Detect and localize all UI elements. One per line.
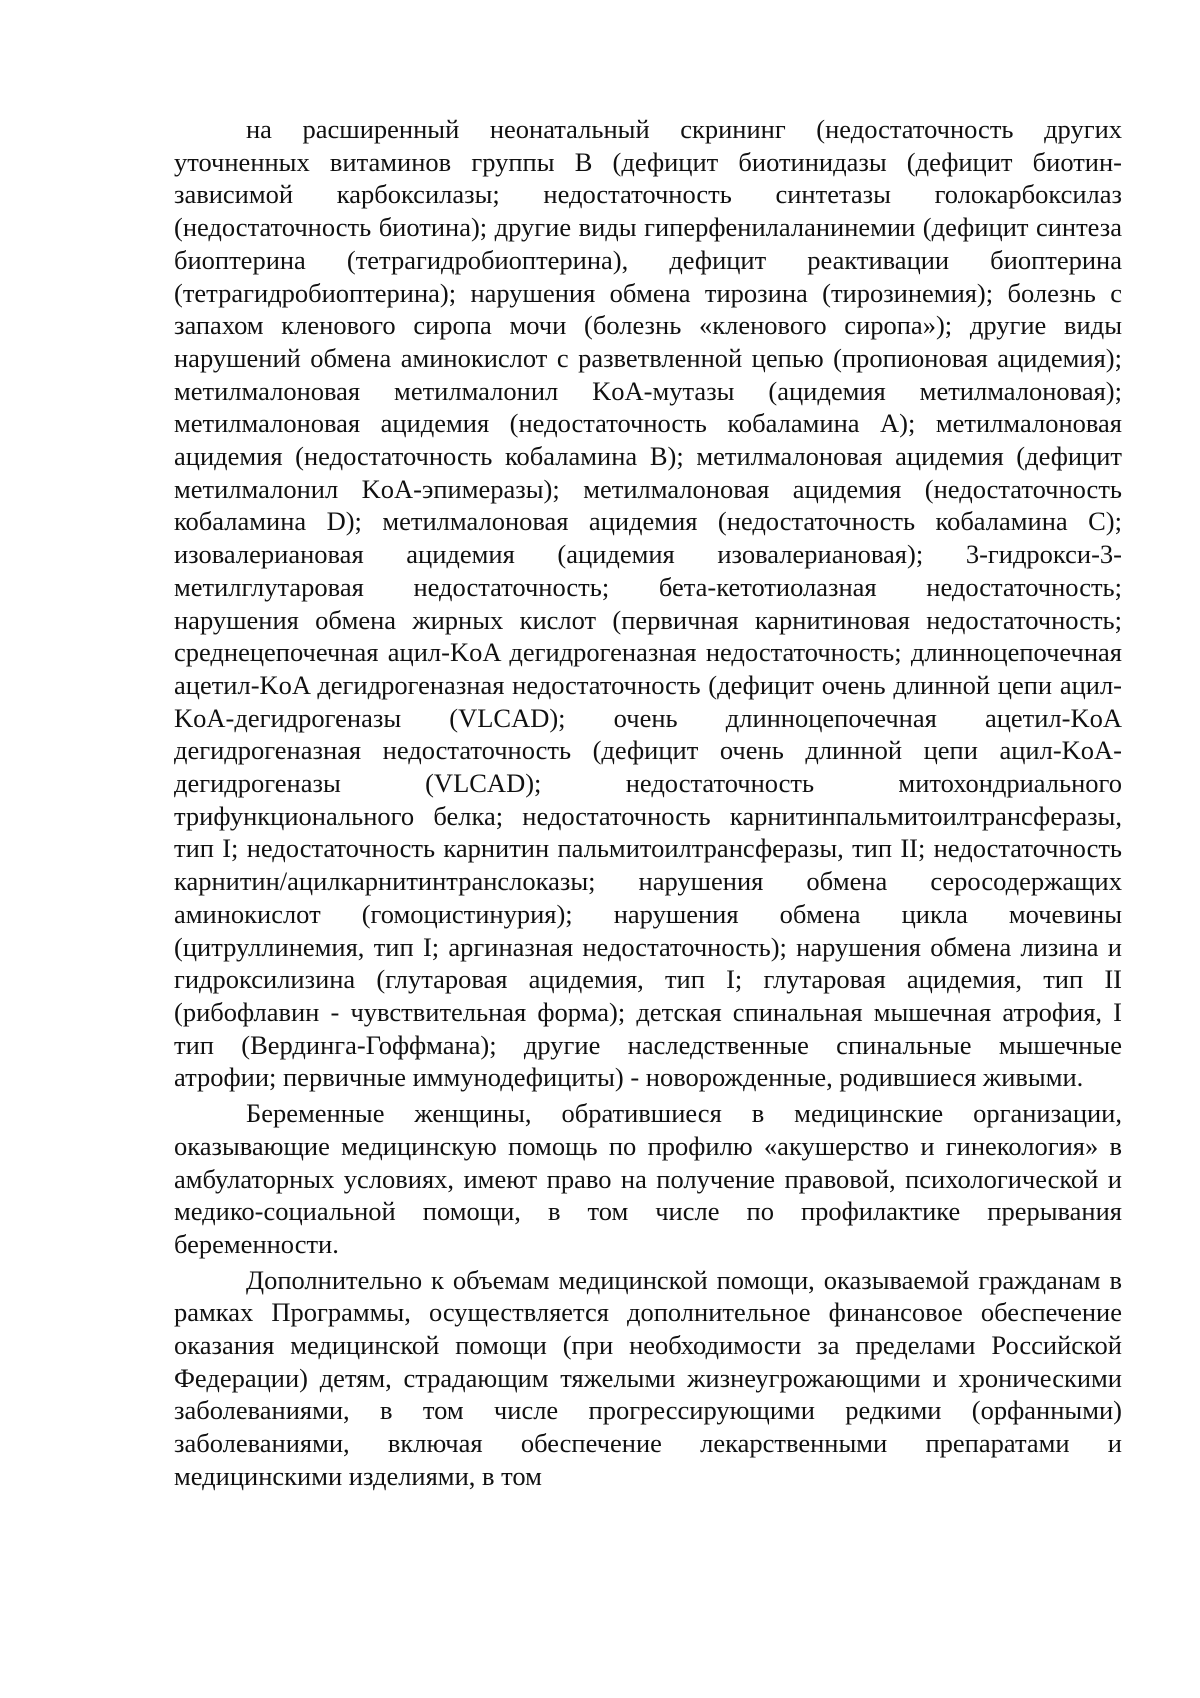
paragraph-neonatal-screening: на расширенный неонатальный скрининг (недостаточность других уточненных витаминов группы B (дефицит биотинидазы (дефицит биотин-зависимой карбоксилазы; недостаточность синтетазы голокарбоксилаз (недостаточность биотина); другие виды гиперфенилаланинемии (дефицит синтеза биоптерина (тетрагидробиоптерина), дефицит реактивации биоптерина (тетрагидробиоптерина); нарушения обмена тирозина (тирозинемия); болезнь с запахом кленового сиропа мочи (болезнь «кленового сиропа»); другие виды нарушений обмена аминокислот с разветвленной цепью (пропионовая ацидемия); метилмалоновая метилмалонил KoA-мутазы (ацидемия метилмалоновая); метилмалоновая ацидемия (недостаточность кобаламина A); метилмалоновая ацидемия (недостаточность кобаламина B); метилмалоновая ацидемия (дефицит метилмалонил KoA-эпимеразы); метилмалоновая ацидемия (недостаточность кобаламина D); метилмалоновая ацидемия (недостаточность кобаламина C); изовалериановая ацидемия (ацидемия изовалериановая); 3-гидрокси-3-метилглутаровая недостаточность; бета-кетотиолазная недостаточность; нарушения обмена жирных кислот (первичная карнитиновая недостаточность; среднецепочечная ацил-KoA дегидрогеназная недостаточность; длинноцепочечная ацетил-KoA дегидрогеназная недостаточность (дефицит очень длинной цепи ацил-KoA-дегидрогеназы (VLCAD); очень длинноцепочечная ацетил-KoA дегидрогеназная недостаточность (дефицит очень длинной цепи ацил-KoA-дегидрогеназы (VLCAD); недостаточность митохондриального трифункционального белка; недостаточность карнитинпальмитоилтрансферазы, тип I; недостаточность карнитин пальмитоилтрансферазы, тип II; недостаточность карнитин/ацилкарнитинтранслоказы; нарушения обмена серосодержащих аминокислот (гомоцистинурия); нарушения обмена цикла мочевины (цитруллинемия, тип I; аргиназная недостаточность); нарушения обмена лизина и гидроксилизина (глутаровая ацидемия, тип I; глутаровая ацидемия, тип II (рибофлавин - чувствительная форма); детская спинальная мышечная атрофия, I тип (Вердинга-Гоффмана); другие наследственные спинальные мышечные атрофии; первичные иммунодефициты) - новорожденные, родившиеся живыми. [174,114,1122,1093]
paragraph-additional-funding: Дополнительно к объемам медицинской помощи, оказываемой гражданам в рамках Программы, осуществляется дополнительное финансовое обеспечение оказания медицинской помощи (при необходимости за пределами Российской Федерации) детям, страдающим тяжелыми жизнеугрожающими и хроническими заболеваниями, в том числе прогрессирующими редкими (орфанными) заболеваниями, включая обеспечение лекарственными препаратами и медицинскими изделиями, в том [174,1264,1122,1491]
document-body [174,113,1122,1493]
paragraph-pregnant-women: Беременные женщины, обратившиеся в медицинские организации, оказывающие медицинскую помощь по профилю «акушерство и гинекология» в амбулаторных условиях, имеют право на получение правовой, психологической и медико-социальной помощи, в том числе по профилактике прерывания беременности. [174,1098,1122,1259]
